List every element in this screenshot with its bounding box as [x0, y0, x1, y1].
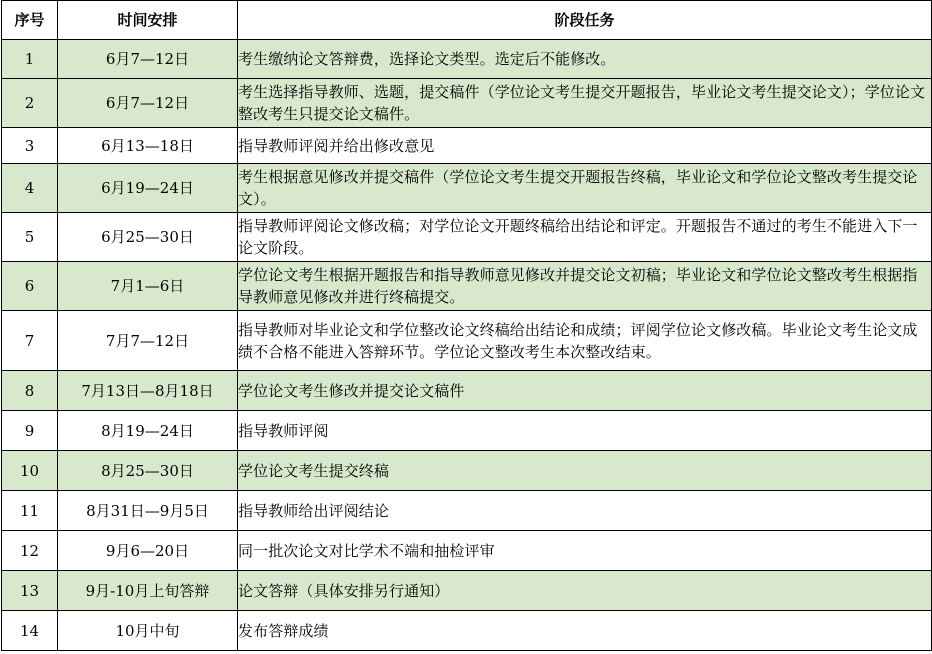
row-number: 4 [2, 164, 58, 213]
table-row [2, 311, 932, 371]
row-task: 同一批次论文对比学术不端和抽检评审 [238, 531, 932, 571]
header-time: 时间安排 [58, 1, 238, 40]
row-task: 指导教师评阅 [238, 411, 932, 451]
row-number: 14 [2, 611, 58, 651]
row-number: 11 [2, 491, 58, 531]
row-task: 指导教师评阅并给出修改意见 [238, 128, 932, 164]
row-number: 5 [2, 213, 58, 262]
row-time: 6月13—18日 [58, 128, 238, 164]
table-header [2, 1, 932, 40]
row-number: 13 [2, 571, 58, 611]
row-task: 考生根据意见修改并提交稿件（学位论文考生提交开题报告终稿，毕业论文和学位论文整改考生提交论文）。 [238, 164, 932, 213]
header-number: 序号 [2, 1, 58, 40]
table-row [2, 411, 932, 451]
header-row [2, 1, 932, 40]
row-time: 6月25—30日 [58, 213, 238, 262]
table-row [2, 491, 932, 531]
row-number: 10 [2, 451, 58, 491]
row-time: 8月19—24日 [58, 411, 238, 451]
row-time: 6月7—12日 [58, 79, 238, 128]
row-task: 学位论文考生修改并提交论文稿件 [238, 371, 932, 411]
row-number: 1 [2, 40, 58, 79]
header-task: 阶段任务 [238, 1, 932, 40]
table-row [2, 531, 932, 571]
row-time: 6月19—24日 [58, 164, 238, 213]
row-time: 7月1—6日 [58, 262, 238, 311]
table-row [2, 611, 932, 651]
row-task: 学位论文考生根据开题报告和指导教师意见修改并提交论文初稿；毕业论文和学位论文整改考生根据指导教师意见修改并进行终稿提交。 [238, 262, 932, 311]
row-time: 6月7—12日 [58, 40, 238, 79]
row-number: 6 [2, 262, 58, 311]
row-time: 9月-10月上旬答辩 [58, 571, 238, 611]
table-row [2, 451, 932, 491]
row-task: 考生缴纳论文答辩费，选择论文类型。选定后不能修改。 [238, 40, 932, 79]
row-time: 7月7—12日 [58, 311, 238, 371]
row-task: 考生选择指导教师、选题，提交稿件（学位论文考生提交开题报告，毕业论文考生提交论文）；学位论文整改考生只提交论文稿件。 [238, 79, 932, 128]
schedule-table [1, 0, 932, 651]
row-number: 3 [2, 128, 58, 164]
table-row [2, 262, 932, 311]
table-row [2, 128, 932, 164]
table-row [2, 164, 932, 213]
table-row [2, 571, 932, 611]
row-task: 论文答辩（具体安排另行通知） [238, 571, 932, 611]
row-number: 7 [2, 311, 58, 371]
row-time: 10月中旬 [58, 611, 238, 651]
row-time: 8月25—30日 [58, 451, 238, 491]
row-task: 指导教师对毕业论文和学位整改论文终稿给出结论和成绩；评阅学位论文修改稿。毕业论文考生论文成绩不合格不能进入答辩环节。学位论文整改考生本次整改结束。 [238, 311, 932, 371]
row-number: 12 [2, 531, 58, 571]
table-row [2, 79, 932, 128]
row-time: 8月31日—9月5日 [58, 491, 238, 531]
row-number: 8 [2, 371, 58, 411]
row-time: 7月13日—8月18日 [58, 371, 238, 411]
table-row [2, 371, 932, 411]
row-task: 学位论文考生提交终稿 [238, 451, 932, 491]
row-task: 指导教师评阅论文修改稿；对学位论文开题终稿给出结论和评定。开题报告不通过的考生不能进入下一论文阶段。 [238, 213, 932, 262]
row-time: 9月6—20日 [58, 531, 238, 571]
row-number: 2 [2, 79, 58, 128]
row-task: 发布答辩成绩 [238, 611, 932, 651]
table-body [2, 40, 932, 651]
row-task: 指导教师给出评阅结论 [238, 491, 932, 531]
table-row [2, 40, 932, 79]
table-row [2, 213, 932, 262]
row-number: 9 [2, 411, 58, 451]
